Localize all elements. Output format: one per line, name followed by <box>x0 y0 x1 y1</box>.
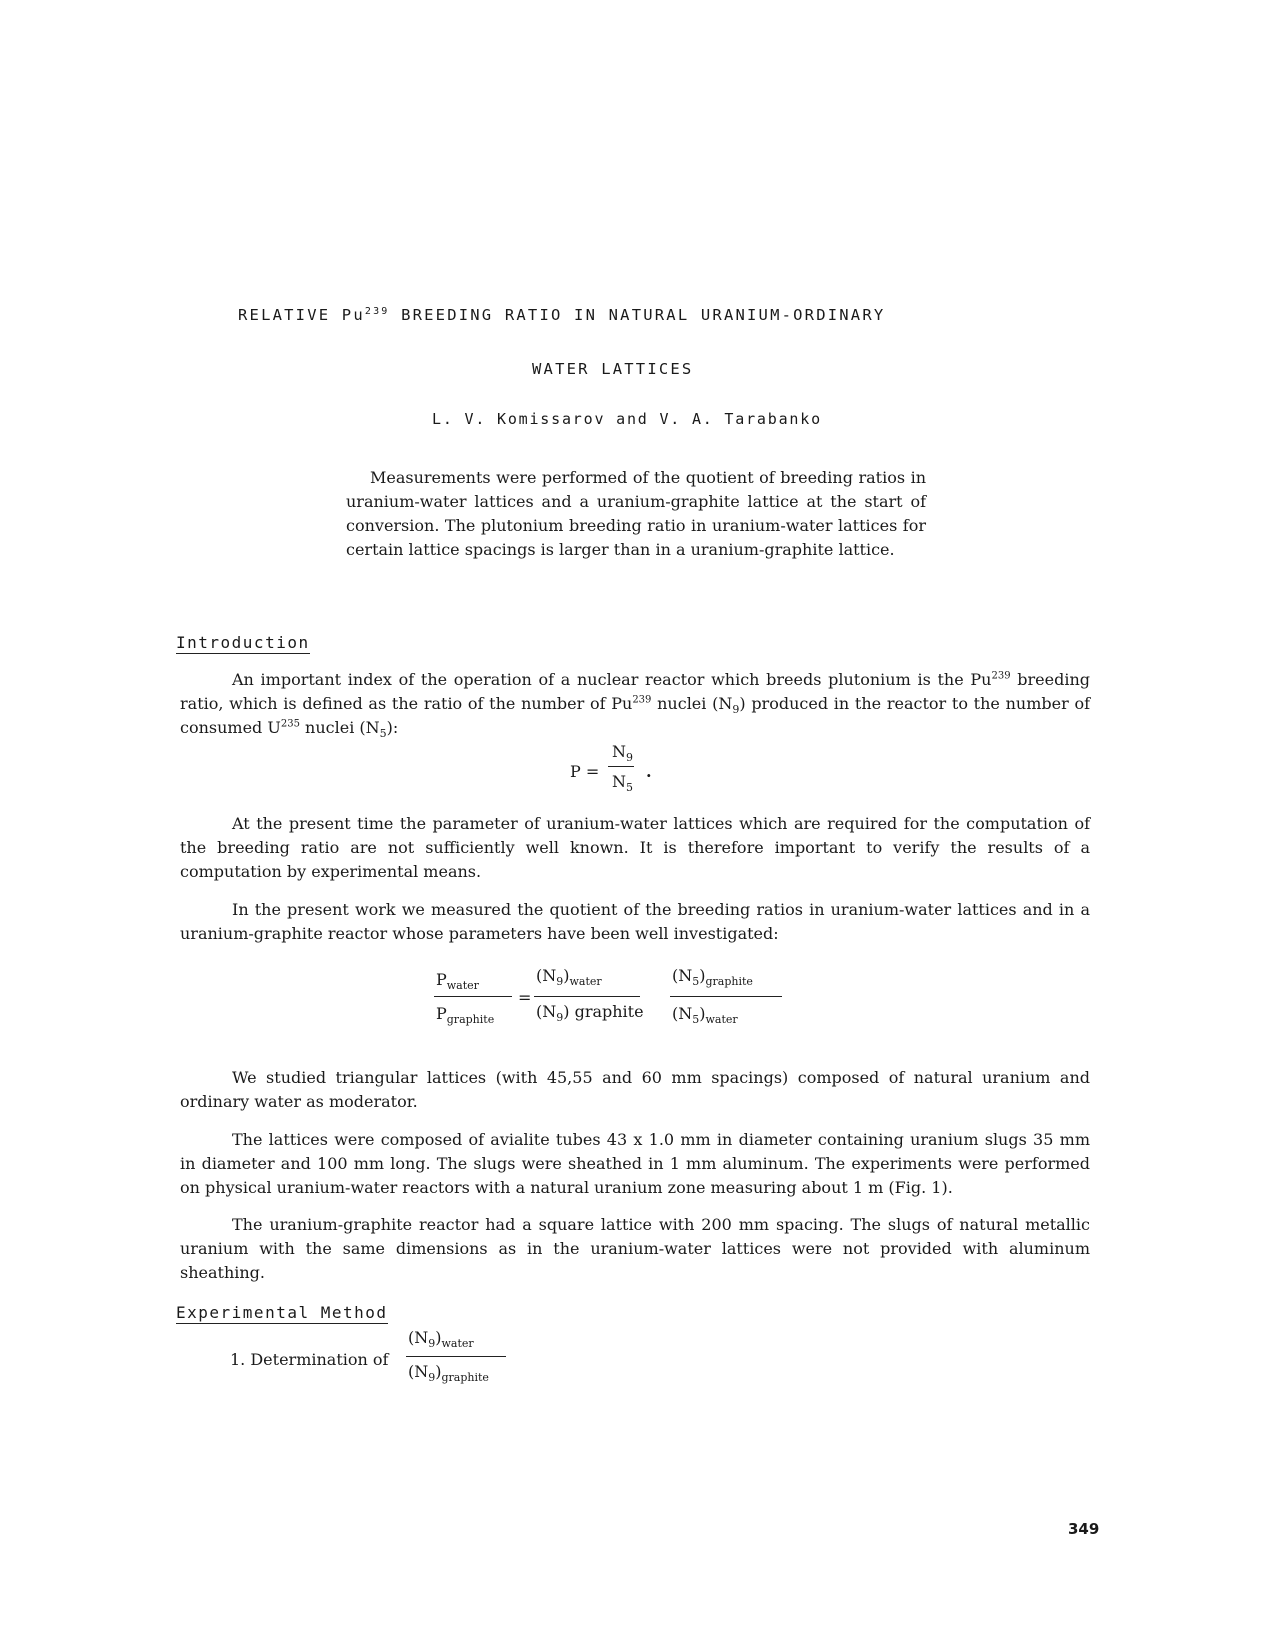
intro-paragraph-2: At the present time the parameter of uranium-water lattices which are required for the computation of the breeding ratio are not sufficiently well known. It is therefore important to verify the results of a computation by experimental means. <box>180 814 1090 881</box>
introduction-heading: Introduction <box>176 633 310 652</box>
intro-paragraph-3: In the present work we measured the quotient of the breeding ratios in uranium-water lattices and in a uranium-graphite reactor whose parameters have been well investigated: <box>180 900 1090 943</box>
paper-title-line1: RELATIVE Pu$^{239}$ BREEDING RATIO IN NATURAL URANIUM-ORDINARY <box>238 305 886 324</box>
abstract: Measurements were performed of the quotient of breeding ratios in uranium-water lattices and a uranium-graphite lattice at the start of conversion. The plutonium breeding ratio in uranium-water lattices for certain lattice spacings is larger than in a uranium-graphite lattice. <box>346 468 926 559</box>
intro-paragraph-1: An important index of the operation of a nuclear reactor which breeds plutonium is the Pu$^{239}$ breeding ratio, which is defined as the ratio of the number of Pu$^{239}$ nuclei $(N_9)$ produced in the reactor to the number of consumed $U^{235}$ nuclei $(N_5)$: <box>180 670 1090 741</box>
equation-breeding-ratio: P = $N_9$ $N_5$ . <box>570 742 652 795</box>
paper-title-line2: WATER LATTICES <box>532 360 694 378</box>
intro-paragraph-6: The uranium-graphite reactor had a square lattice with 200 mm spacing. The slugs of natural metallic uranium with the same dimensions as in the uranium-water lattices were not provided with aluminum sheathing. <box>180 1215 1090 1282</box>
authors: L. V. Komissarov and V. A. Tarabanko <box>432 410 822 428</box>
equation-ratio-quotient: $P_{water}$ $P_{graphite}$ = $(N_9)_{water}$ $(N_9)$ graphite $(N_5)_{graphite}$ $(N_5)_{water}$ <box>432 966 792 1036</box>
intro-paragraph-4: We studied triangular lattices (with 45,55 and 60 mm spacings) composed of natural uranium and ordinary water as moderator. <box>180 1068 1090 1111</box>
experimental-method-heading: Experimental Method <box>176 1303 388 1322</box>
intro-paragraph-5: The lattices were composed of avialite tubes 43 x 1.0 mm in diameter containing uranium slugs 35 mm in diameter and 100 mm long. The slugs were sheathed in 1 mm aluminum. The experiments were performed on physical uranium-water reactors with a natural uranium zone measuring about 1 m (Fig. 1). <box>180 1130 1090 1197</box>
method-item-1: 1. Determination of $(N_9)_{water}$ $(N_9)_{graphite}$ <box>230 1328 530 1398</box>
page-number: 349 <box>1068 1520 1100 1538</box>
